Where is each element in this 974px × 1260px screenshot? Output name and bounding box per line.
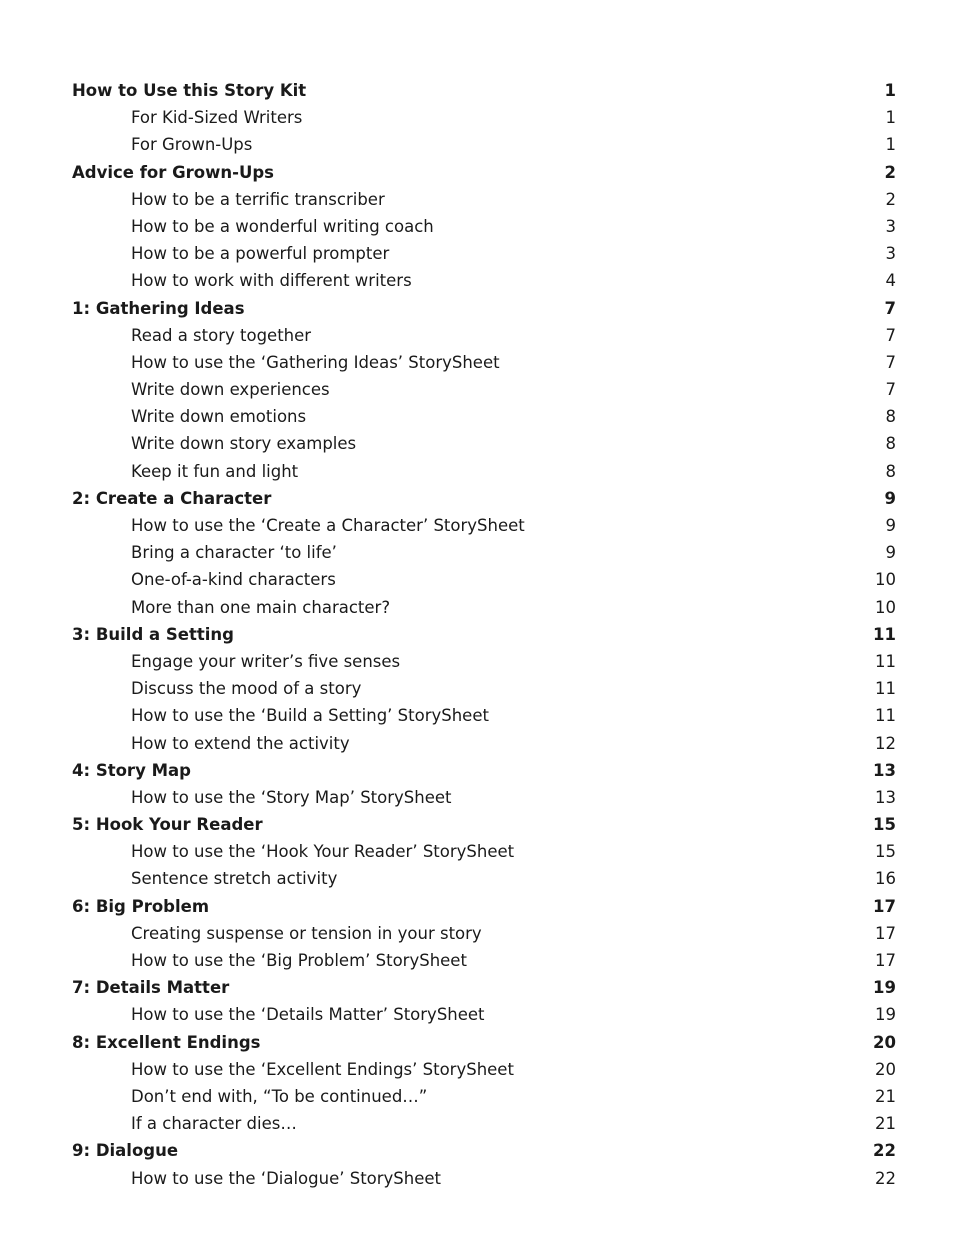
toc-page-number: 12: [875, 733, 896, 753]
toc-page-number: 3: [885, 216, 896, 236]
toc-section-entry[interactable]: [72, 295, 896, 322]
toc-entry-title: Keep it fun and light: [131, 461, 299, 481]
toc-entry-title: 6: Big Problem: [72, 896, 210, 916]
toc-subsection-entry[interactable]: [72, 1001, 896, 1028]
toc-subsection-entry[interactable]: [72, 838, 896, 865]
toc-subsection-entry[interactable]: [72, 1083, 896, 1110]
toc-section-entry[interactable]: [72, 159, 896, 186]
toc-entry-title: Discuss the mood of a story: [131, 679, 362, 699]
toc-section-entry[interactable]: [72, 485, 896, 512]
toc-entry-title: More than one main character?: [131, 597, 391, 617]
toc-page-number: 1: [885, 108, 896, 128]
toc-subsection-entry[interactable]: [72, 376, 896, 403]
toc-page-number: 10: [875, 597, 896, 617]
toc-page-number: 11: [875, 679, 896, 699]
toc-entry-title: How to use the ‘Build a Setting’ StorySheet: [131, 706, 489, 726]
toc-section-entry[interactable]: [72, 974, 896, 1001]
toc-entry-title: How to use the ‘Create a Character’ StorySheet: [131, 516, 525, 535]
toc-page-number: 22: [875, 1168, 896, 1188]
toc-subsection-entry[interactable]: [72, 458, 896, 485]
toc-subsection-entry[interactable]: [72, 349, 896, 376]
toc-section-entry[interactable]: [72, 757, 896, 784]
toc-entry-title: 4: Story Map: [72, 760, 191, 780]
toc-subsection-entry[interactable]: [72, 566, 896, 593]
toc-page-number: 17: [873, 896, 896, 916]
toc-subsection-entry[interactable]: [72, 1056, 896, 1083]
toc-subsection-entry[interactable]: [72, 322, 896, 349]
toc-page-number: 2: [884, 162, 896, 182]
toc-page-number: 11: [875, 706, 896, 726]
toc-entry-title: 1: Gathering Ideas: [72, 298, 245, 318]
toc-entry-title: For Grown-Ups: [131, 135, 253, 155]
toc-page-number: 1: [885, 135, 896, 155]
toc-subsection-entry[interactable]: [72, 947, 896, 974]
toc-page-number: 13: [875, 787, 896, 807]
toc-subsection-entry[interactable]: [72, 920, 896, 947]
toc-page-number: 3: [885, 244, 896, 264]
toc-page-number: 8: [885, 461, 896, 481]
toc-page-number: 22: [873, 1141, 896, 1161]
toc-page-number: 7: [885, 325, 896, 345]
toc-page-number: 17: [875, 923, 896, 943]
toc-subsection-entry[interactable]: [72, 539, 896, 566]
toc-subsection-entry[interactable]: [72, 213, 896, 240]
toc-entry-title: How to use the ‘Story Map’ StorySheet: [131, 787, 452, 807]
toc-section-entry[interactable]: [72, 811, 896, 838]
toc-entry-title: For Kid-Sized Writers: [131, 108, 303, 128]
toc-entry-title: Creating suspense or tension in your story: [131, 923, 482, 943]
toc-entry-title: Write down story examples: [131, 434, 357, 454]
toc-entry-title: How to use the ‘Big Problem’ StorySheet: [131, 951, 467, 970]
table-of-contents: [72, 77, 896, 1192]
toc-subsection-entry[interactable]: [72, 267, 896, 294]
toc-entry-title: How to be a terrific transcriber: [131, 189, 385, 209]
toc-page-number: 9: [885, 543, 896, 563]
toc-entry-title: How to use the ‘Details Matter’ StorySheet: [131, 1005, 485, 1025]
toc-section-entry[interactable]: [72, 1029, 896, 1056]
toc-entry-title: How to use the ‘Hook Your Reader’ StorySheet: [131, 842, 515, 862]
toc-entry-title: 3: Build a Setting: [72, 624, 234, 644]
toc-section-entry[interactable]: [72, 621, 896, 648]
toc-subsection-entry[interactable]: [72, 648, 896, 675]
toc-page-number: 11: [873, 624, 896, 644]
toc-page-number: 20: [875, 1059, 896, 1079]
toc-page-number: 10: [875, 570, 896, 590]
toc-subsection-entry[interactable]: [72, 784, 896, 811]
toc-entry-title: How to Use this Story Kit: [72, 81, 307, 100]
toc-page-number: 13: [873, 760, 896, 780]
toc-entry-title: 5: Hook Your Reader: [72, 815, 263, 835]
toc-page-number: 19: [875, 1005, 896, 1025]
toc-section-entry[interactable]: [72, 1137, 896, 1164]
toc-page-number: 21: [875, 1086, 896, 1106]
toc-page-number: 7: [885, 380, 896, 400]
toc-entry-title: How to extend the activity: [131, 733, 350, 753]
toc-subsection-entry[interactable]: [72, 240, 896, 267]
toc-subsection-entry[interactable]: [72, 1165, 896, 1192]
toc-page-number: 9: [884, 488, 896, 508]
toc-entry-title: Write down emotions: [131, 407, 307, 427]
toc-subsection-entry[interactable]: [72, 730, 896, 757]
toc-page-number: 16: [875, 869, 896, 889]
toc-subsection-entry[interactable]: [72, 131, 896, 158]
toc-page-number: 15: [875, 842, 896, 862]
toc-entry-title: Don’t end with, “To be continued…”: [131, 1086, 428, 1106]
toc-page-number: 20: [873, 1032, 896, 1052]
toc-section-entry[interactable]: [72, 893, 896, 920]
toc-section-entry[interactable]: [72, 77, 896, 104]
toc-entry-title: How to use the ‘Gathering Ideas’ StorySheet: [131, 352, 500, 372]
toc-entry-title: 7: Details Matter: [72, 978, 230, 998]
toc-page-number: 7: [885, 352, 896, 372]
toc-entry-title: 8: Excellent Endings: [72, 1032, 261, 1052]
toc-page-number: 17: [875, 951, 896, 970]
toc-subsection-entry[interactable]: [72, 104, 896, 131]
toc-entry-title: How to be a wonderful writing coach: [131, 216, 434, 236]
toc-entry-title: One-of-a-kind characters: [131, 570, 336, 590]
toc-page-number: 7: [884, 298, 896, 318]
toc-page-number: 8: [885, 407, 896, 427]
toc-subsection-entry[interactable]: [72, 865, 896, 892]
toc-page-number: 4: [885, 271, 896, 291]
toc-entry-title: Sentence stretch activity: [131, 869, 338, 889]
toc-subsection-entry[interactable]: [72, 512, 896, 539]
toc-entry-title: How to use the ‘Dialogue’ StorySheet: [131, 1168, 442, 1188]
toc-subsection-entry[interactable]: [72, 1110, 896, 1137]
toc-entry-title: Engage your writer’s five senses: [131, 651, 401, 671]
toc-page-number: 15: [873, 815, 896, 835]
toc-entry-title: Read a story together: [131, 325, 312, 345]
toc-subsection-entry[interactable]: [72, 186, 896, 213]
toc-entry-title: Bring a character ‘to life’: [131, 543, 337, 563]
toc-entry-title: How to be a powerful prompter: [131, 244, 390, 264]
toc-entry-title: Advice for Grown-Ups: [72, 162, 274, 182]
toc-subsection-entry[interactable]: [72, 702, 896, 729]
toc-subsection-entry[interactable]: [72, 675, 896, 702]
toc-entry-title: How to use the ‘Excellent Endings’ StorySheet: [131, 1059, 514, 1079]
toc-page-number: 2: [885, 189, 896, 209]
toc-page-number: 19: [873, 978, 896, 998]
toc-page-number: 1: [884, 81, 896, 100]
toc-entry-title: If a character dies…: [131, 1114, 297, 1134]
toc-page-number: 21: [875, 1114, 896, 1134]
toc-subsection-entry[interactable]: [72, 594, 896, 621]
toc-entry-title: 9: Dialogue: [72, 1141, 179, 1161]
toc-page-number: 9: [885, 516, 896, 535]
toc-entry-title: Write down experiences: [131, 380, 330, 400]
toc-subsection-entry[interactable]: [72, 403, 896, 430]
toc-subsection-entry[interactable]: [72, 430, 896, 457]
toc-entry-title: How to work with different writers: [131, 271, 412, 291]
toc-page-number: 8: [885, 434, 896, 454]
toc-entry-title: 2: Create a Character: [72, 488, 272, 508]
toc-page-number: 11: [875, 651, 896, 671]
